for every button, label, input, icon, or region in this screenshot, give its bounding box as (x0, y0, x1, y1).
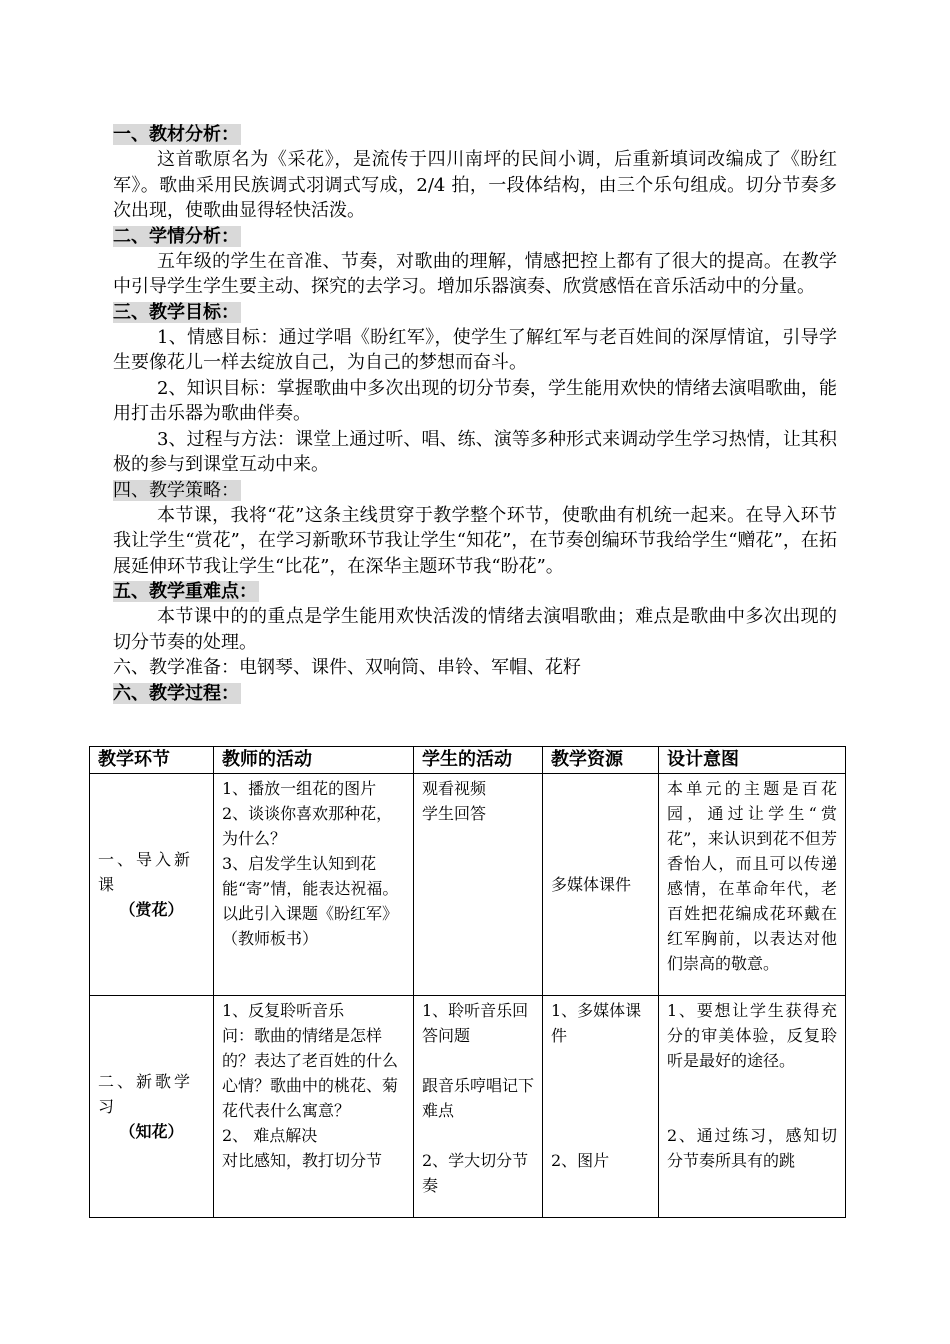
section-paragraph: 2、知识目标：掌握歌曲中多次出现的切分节奏，学生能用欢快的情绪去演唱歌曲，能用打击乐器为歌曲伴奏。 (113, 377, 837, 424)
header-student: 学生的活动 (414, 747, 543, 774)
section-heading-key-points: 五、教学重难点： (113, 581, 257, 602)
student-cell: 观看视频 学生回答 (414, 774, 543, 996)
stage-cell: 一、导入新课 （赏花） (90, 774, 214, 996)
resource-cell: 1、多媒体课件 2、图片 (543, 996, 659, 1218)
teacher-cell: 1、播放一组花的图片 2、谈谈你喜欢那种花，为什么？ 3、启发学生认知到花能“寄”情，能表达祝福。以此引入课题《盼红军》（教师板书） (214, 774, 414, 996)
section-paragraph: 本节课中的的重点是学生能用欢快活泼的情绪去演唱歌曲；难点是歌曲中多次出现的切分节奏的处理。 (113, 606, 837, 653)
section-heading-process: 六、教学过程： (113, 682, 239, 704)
intent-cell: 1、要想让学生获得充分的审美体验，反复聆听是最好的途径。 2、通过练习，感知切分节奏所具有的跳 (659, 996, 846, 1218)
section-heading-goals: 三、教学目标： (113, 301, 239, 323)
table-row (90, 774, 846, 996)
intent-cell: 本单元的主题是百花园，通过让学生“赏花”，来认识到花不但芳香怡人，而且可以传递感情，在革命年代，老百姓把花编成花环戴在红军胸前，以表达对他们崇高的敬意。 (659, 774, 846, 996)
teaching-process-table (89, 746, 846, 1218)
resource-cell: 多媒体课件 (543, 774, 659, 996)
header-intent: 设计意图 (659, 747, 846, 774)
section-heading-materials: 一、教材分析： (113, 124, 239, 145)
section-paragraph: 这首歌原名为《采花》，是流传于四川南坪的民间小调，后重新填词改编成了《盼红军》。歌曲采用民族调式羽调式写成，2/4 拍，一段体结构，由三个乐句组成。切分节奏多次出现，使歌曲显得轻快活泼。 (113, 149, 837, 221)
section-heading-students: 二、学情分析： (113, 225, 239, 247)
section-paragraph: 本节课，我将“花”这条主线贯穿于教学整个环节，使歌曲有机统一起来。在导入环节我让学生“赏花”，在学习新歌环节我让学生“知花”，在节奏创编环节我给学生“赠花”，在拓展延伸环节我让学生“比花”，在深华主题环节我“盼花”。 (113, 504, 837, 577)
table-row (90, 996, 846, 1218)
section-paragraph: 3、过程与方法：课堂上通过听、唱、练、演等多种形式来调动学生学习热情，让其积极的参与到课堂互动中来。 (113, 428, 837, 475)
header-stage: 教学环节 (90, 747, 214, 774)
header-teacher: 教师的活动 (214, 747, 414, 774)
section-paragraph: 1、情感目标：通过学唱《盼红军》，使学生了解红军与老百姓间的深厚情谊，引导学生要像花儿一样去绽放自己，为自己的梦想而奋斗。 (113, 326, 837, 373)
table-header-row (90, 747, 846, 774)
student-cell: 1、聆听音乐回答问题 跟音乐哼唱记下难点 2、学大切分节奏 (414, 996, 543, 1218)
header-resource: 教学资源 (543, 747, 659, 774)
lesson-plan-text (113, 122, 837, 706)
teacher-cell: 1、反复聆听音乐 问：歌曲的情绪是怎样的？表达了老百姓的什么心情？歌曲中的桃花、菊花代表什么寓意？ 2、 难点解决 对比感知，教打切分节 (214, 996, 414, 1218)
preparation-line: 六、教学准备：电钢琴、课件、双响筒、串铃、军帽、花籽 (113, 657, 581, 678)
section-heading-strategy: 四、教学策略： (113, 479, 239, 501)
stage-cell: 二、新歌学习 （知花） (90, 996, 214, 1218)
section-paragraph: 五年级的学生在音准、节奏，对歌曲的理解，情感把控上都有了很大的提高。在教学中引导学生学生要主动、探究的去学习。增加乐器演奏、欣赏感悟在音乐活动中的分量。 (113, 250, 837, 297)
